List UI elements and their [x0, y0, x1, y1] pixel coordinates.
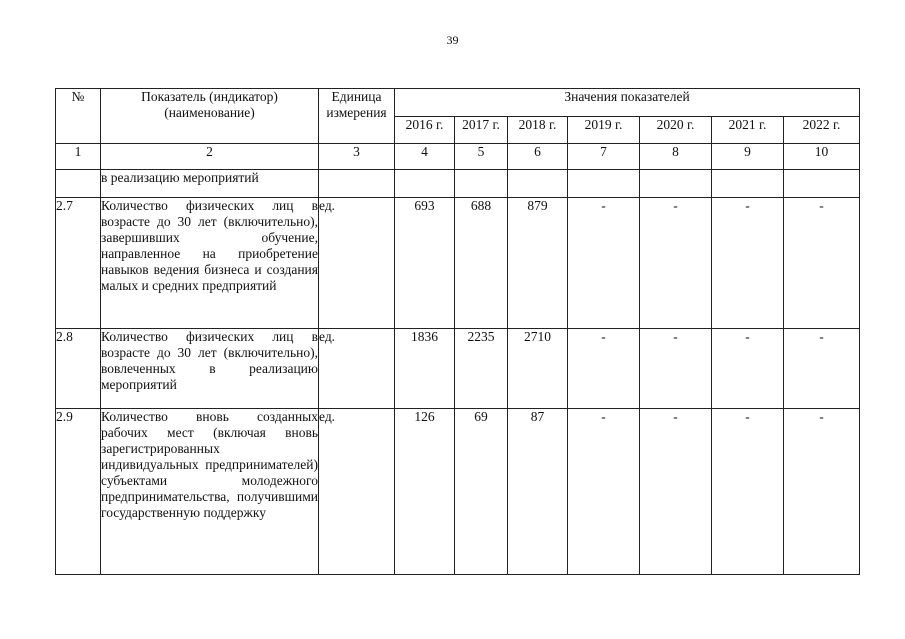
indicator-name: Количество физических лиц в возрасте до 30 лет (включительно), завершивших обучение, направленное на приобретение навыков ведения бизнеса и создания малых и средних предприятий [101, 198, 319, 329]
value-cell: 69 [455, 409, 508, 575]
column-number: 10 [784, 144, 860, 170]
cell-empty [568, 170, 640, 198]
value-cell: 1836 [395, 329, 455, 409]
value-cell: - [640, 329, 712, 409]
value-cell: 879 [508, 198, 568, 329]
value-cell: - [568, 329, 640, 409]
table-row-2-8 [56, 329, 860, 409]
indicator-name: в реализацию мероприятий [101, 170, 319, 198]
header-year: 2018 г. [508, 117, 568, 144]
cell-empty [319, 170, 395, 198]
table-row-2-9 [56, 409, 860, 575]
column-number: 3 [319, 144, 395, 170]
value-cell: 87 [508, 409, 568, 575]
cell-empty [640, 170, 712, 198]
column-number: 7 [568, 144, 640, 170]
value-cell: - [568, 409, 640, 575]
cell-empty [56, 170, 101, 198]
column-number: 9 [712, 144, 784, 170]
value-cell: 693 [395, 198, 455, 329]
indicators-table [55, 88, 860, 575]
header-year: 2016 г. [395, 117, 455, 144]
value-cell: - [784, 329, 860, 409]
value-cell: - [784, 409, 860, 575]
header-num: № [56, 89, 101, 144]
cell-empty [455, 170, 508, 198]
indicator-unit: ед. [319, 329, 395, 409]
header-row-top [56, 89, 860, 117]
cell-empty [395, 170, 455, 198]
column-number: 4 [395, 144, 455, 170]
column-number: 8 [640, 144, 712, 170]
column-number: 6 [508, 144, 568, 170]
value-cell: - [712, 198, 784, 329]
table-row-2-7 [56, 198, 860, 329]
cell-empty [712, 170, 784, 198]
value-cell: - [712, 409, 784, 575]
indicator-unit: ед. [319, 409, 395, 575]
indicator-code: 2.8 [56, 329, 101, 409]
header-unit: Единица измерения [319, 89, 395, 144]
header-year: 2017 г. [455, 117, 508, 144]
cell-empty [508, 170, 568, 198]
header-indicator: Показатель (индикатор) (наименование) [101, 89, 319, 144]
value-cell: - [784, 198, 860, 329]
indicator-name: Количество вновь созданных рабочих мест (включая вновь зарегистрированных индивидуальных предпринимателей) субъектами молодежного предпринимательства, получившими государственную поддержку [101, 409, 319, 575]
value-cell: - [712, 329, 784, 409]
header-year: 2021 г. [712, 117, 784, 144]
value-cell: 2710 [508, 329, 568, 409]
indicator-code: 2.7 [56, 198, 101, 329]
header-year: 2020 г. [640, 117, 712, 144]
indicator-name: Количество физических лиц в возрасте до 30 лет (включительно), вовлеченных в реализацию мероприятий [101, 329, 319, 409]
header-values-group: Значения показателей [395, 89, 860, 117]
cell-empty [784, 170, 860, 198]
continuation-row [56, 170, 860, 198]
indicator-unit: ед. [319, 198, 395, 329]
column-number: 2 [101, 144, 319, 170]
page-number: 39 [446, 33, 459, 47]
header-year: 2019 г. [568, 117, 640, 144]
value-cell: - [640, 409, 712, 575]
column-number: 1 [56, 144, 101, 170]
value-cell: 688 [455, 198, 508, 329]
header-year: 2022 г. [784, 117, 860, 144]
column-number-row [56, 144, 860, 170]
indicator-code: 2.9 [56, 409, 101, 575]
value-cell: - [640, 198, 712, 329]
value-cell: - [568, 198, 640, 329]
value-cell: 126 [395, 409, 455, 575]
column-number: 5 [455, 144, 508, 170]
value-cell: 2235 [455, 329, 508, 409]
